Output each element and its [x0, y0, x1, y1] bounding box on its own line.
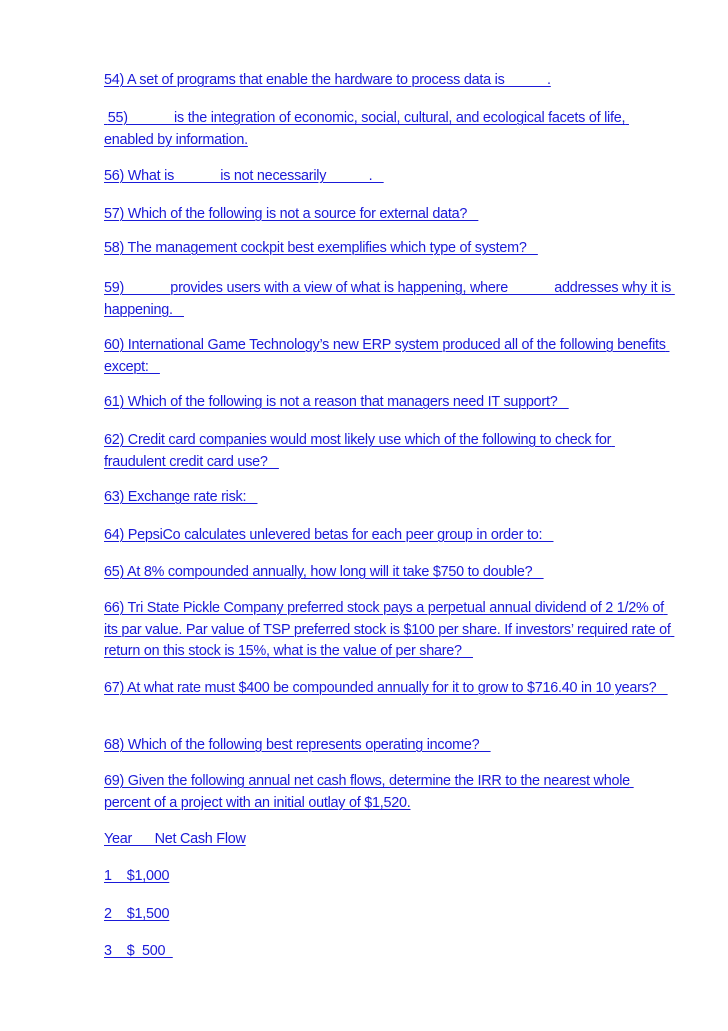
question-54-link[interactable]: 54) A set of programs that enable the hardware to process data is _____. [104, 72, 551, 88]
question-61-link[interactable]: 61) Which of the following is not a reason that managers need IT support? [104, 394, 569, 410]
question-65-link[interactable]: 65) At 8% compounded annually, how long will it take $750 to double? [104, 564, 544, 580]
question-62-link[interactable]: 62) Credit card companies would most likely use which of the following to check for fraudulent credit card use? [104, 432, 615, 470]
question-66-link[interactable]: 66) Tri State Pickle Company preferred stock pays a perpetual annual dividend of 2 1/2% of its par value. Par value of TSP preferred stock is $100 per share. If investors’ required rate of return on this stock is 15%, what is the value of per share? [104, 600, 675, 659]
question-60-link[interactable]: 60) International Game Technology’s new ERP system produced all of the following benefits except: [104, 337, 670, 375]
question-63-link[interactable]: 63) Exchange rate risk: [104, 489, 258, 505]
question-64-link[interactable]: 64) PepsiCo calculates unlevered betas for each peer group in order to: [104, 527, 554, 543]
question-55-link[interactable]: 55) _____ is the integration of economic, social, cultural, and ecological facets of life, enabled by information. [104, 110, 629, 148]
cash-flow-table-header[interactable]: Year Net Cash Flow [104, 831, 246, 847]
cash-flow-row-year-1[interactable]: 1 $1,000 [104, 868, 170, 884]
question-69-link[interactable]: 69) Given the following annual net cash flows, determine the IRR to the nearest whole percent of a project with an initial outlay of $1,520. [104, 773, 634, 811]
question-58-link[interactable]: 58) The management cockpit best exemplifies which type of system? [104, 240, 538, 256]
cash-flow-row-year-2[interactable]: 2 $1,500 [104, 906, 170, 922]
question-57-link[interactable]: 57) Which of the following is not a source for external data? [104, 206, 479, 222]
question-56-link[interactable]: 56) What is _____ is not necessarily _____. [104, 168, 384, 184]
cash-flow-row-year-3[interactable]: 3 $ 500 [104, 943, 173, 959]
question-59-link[interactable]: 59) _____ provides users with a view of what is happening, where _____ addresses why it is happening. [104, 280, 675, 318]
question-67-link[interactable]: 67) At what rate must $400 be compounded annually for it to grow to $716.40 in 10 years? [104, 680, 668, 696]
question-68-link[interactable]: 68) Which of the following best represents operating income? [104, 737, 491, 753]
